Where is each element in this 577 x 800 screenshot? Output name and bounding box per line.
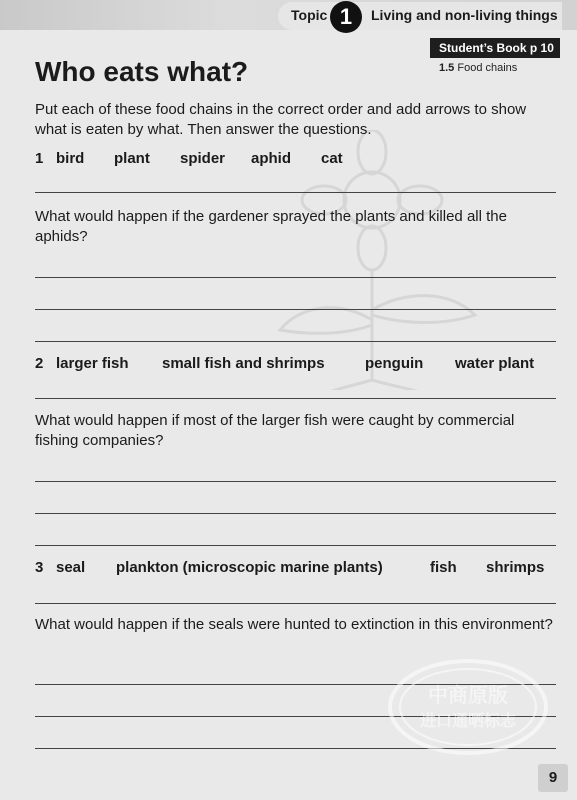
question-3: What would happen if the seals were hunted to extinction in this environment? bbox=[35, 616, 553, 633]
organism-label: plant bbox=[114, 150, 150, 167]
distributor-stamp bbox=[378, 652, 558, 762]
exercise-number: 3 bbox=[35, 559, 44, 576]
chain-answer-line[interactable] bbox=[35, 603, 556, 604]
organism-label: cat bbox=[321, 150, 343, 167]
answer-line[interactable] bbox=[35, 309, 556, 310]
book-reference: Student’s Book p 10 bbox=[430, 38, 560, 58]
question-2: What would happen if most of the larger fish were caught by commercial fishing companies? bbox=[35, 412, 515, 449]
exercise-number: 2 bbox=[35, 355, 44, 372]
section-title: Food chains bbox=[457, 62, 518, 74]
answer-line[interactable] bbox=[35, 277, 556, 278]
plant-background-illustration bbox=[260, 130, 500, 390]
exercise-number: 1 bbox=[35, 150, 44, 167]
organism-label: small fish and shrimps bbox=[162, 355, 325, 372]
organism-label: larger fish bbox=[56, 355, 129, 372]
organism-label: bird bbox=[56, 150, 85, 167]
section-number: 1.5 bbox=[439, 62, 455, 74]
question-1: What would happen if the gardener sprayed the plants and killed all the aphids? bbox=[35, 208, 507, 245]
instructions: Put each of these food chains in the correct order and add arrows to show what is eaten by what. Then answer the questions. bbox=[35, 101, 527, 138]
organism-label: shrimps bbox=[486, 559, 545, 576]
stamp-line-1: 中商原版 bbox=[428, 683, 508, 707]
topic-number-badge: 1 bbox=[330, 1, 362, 33]
organism-label: water plant bbox=[455, 355, 535, 372]
organism-label: penguin bbox=[365, 355, 424, 372]
organism-label: plankton (microscopic marine plants) bbox=[116, 559, 383, 576]
organism-label: seal bbox=[56, 559, 86, 576]
chain-answer-line[interactable] bbox=[35, 398, 556, 399]
answer-line[interactable] bbox=[35, 341, 556, 342]
topic-label: Topic bbox=[291, 7, 328, 23]
organism-label: aphid bbox=[251, 150, 291, 167]
topic-title: Living and non-living things bbox=[371, 7, 558, 23]
page-title: Who eats what? bbox=[35, 56, 249, 87]
answer-line[interactable] bbox=[35, 481, 556, 482]
section-reference bbox=[439, 62, 517, 74]
stamp-line-2: 进口通晒标志 bbox=[419, 711, 517, 730]
page-number: 9 bbox=[538, 764, 568, 792]
organism-label: fish bbox=[430, 559, 457, 576]
answer-line[interactable] bbox=[35, 513, 556, 514]
chain-answer-line[interactable] bbox=[35, 192, 556, 193]
organism-label: spider bbox=[180, 150, 226, 167]
answer-line[interactable] bbox=[35, 545, 556, 546]
